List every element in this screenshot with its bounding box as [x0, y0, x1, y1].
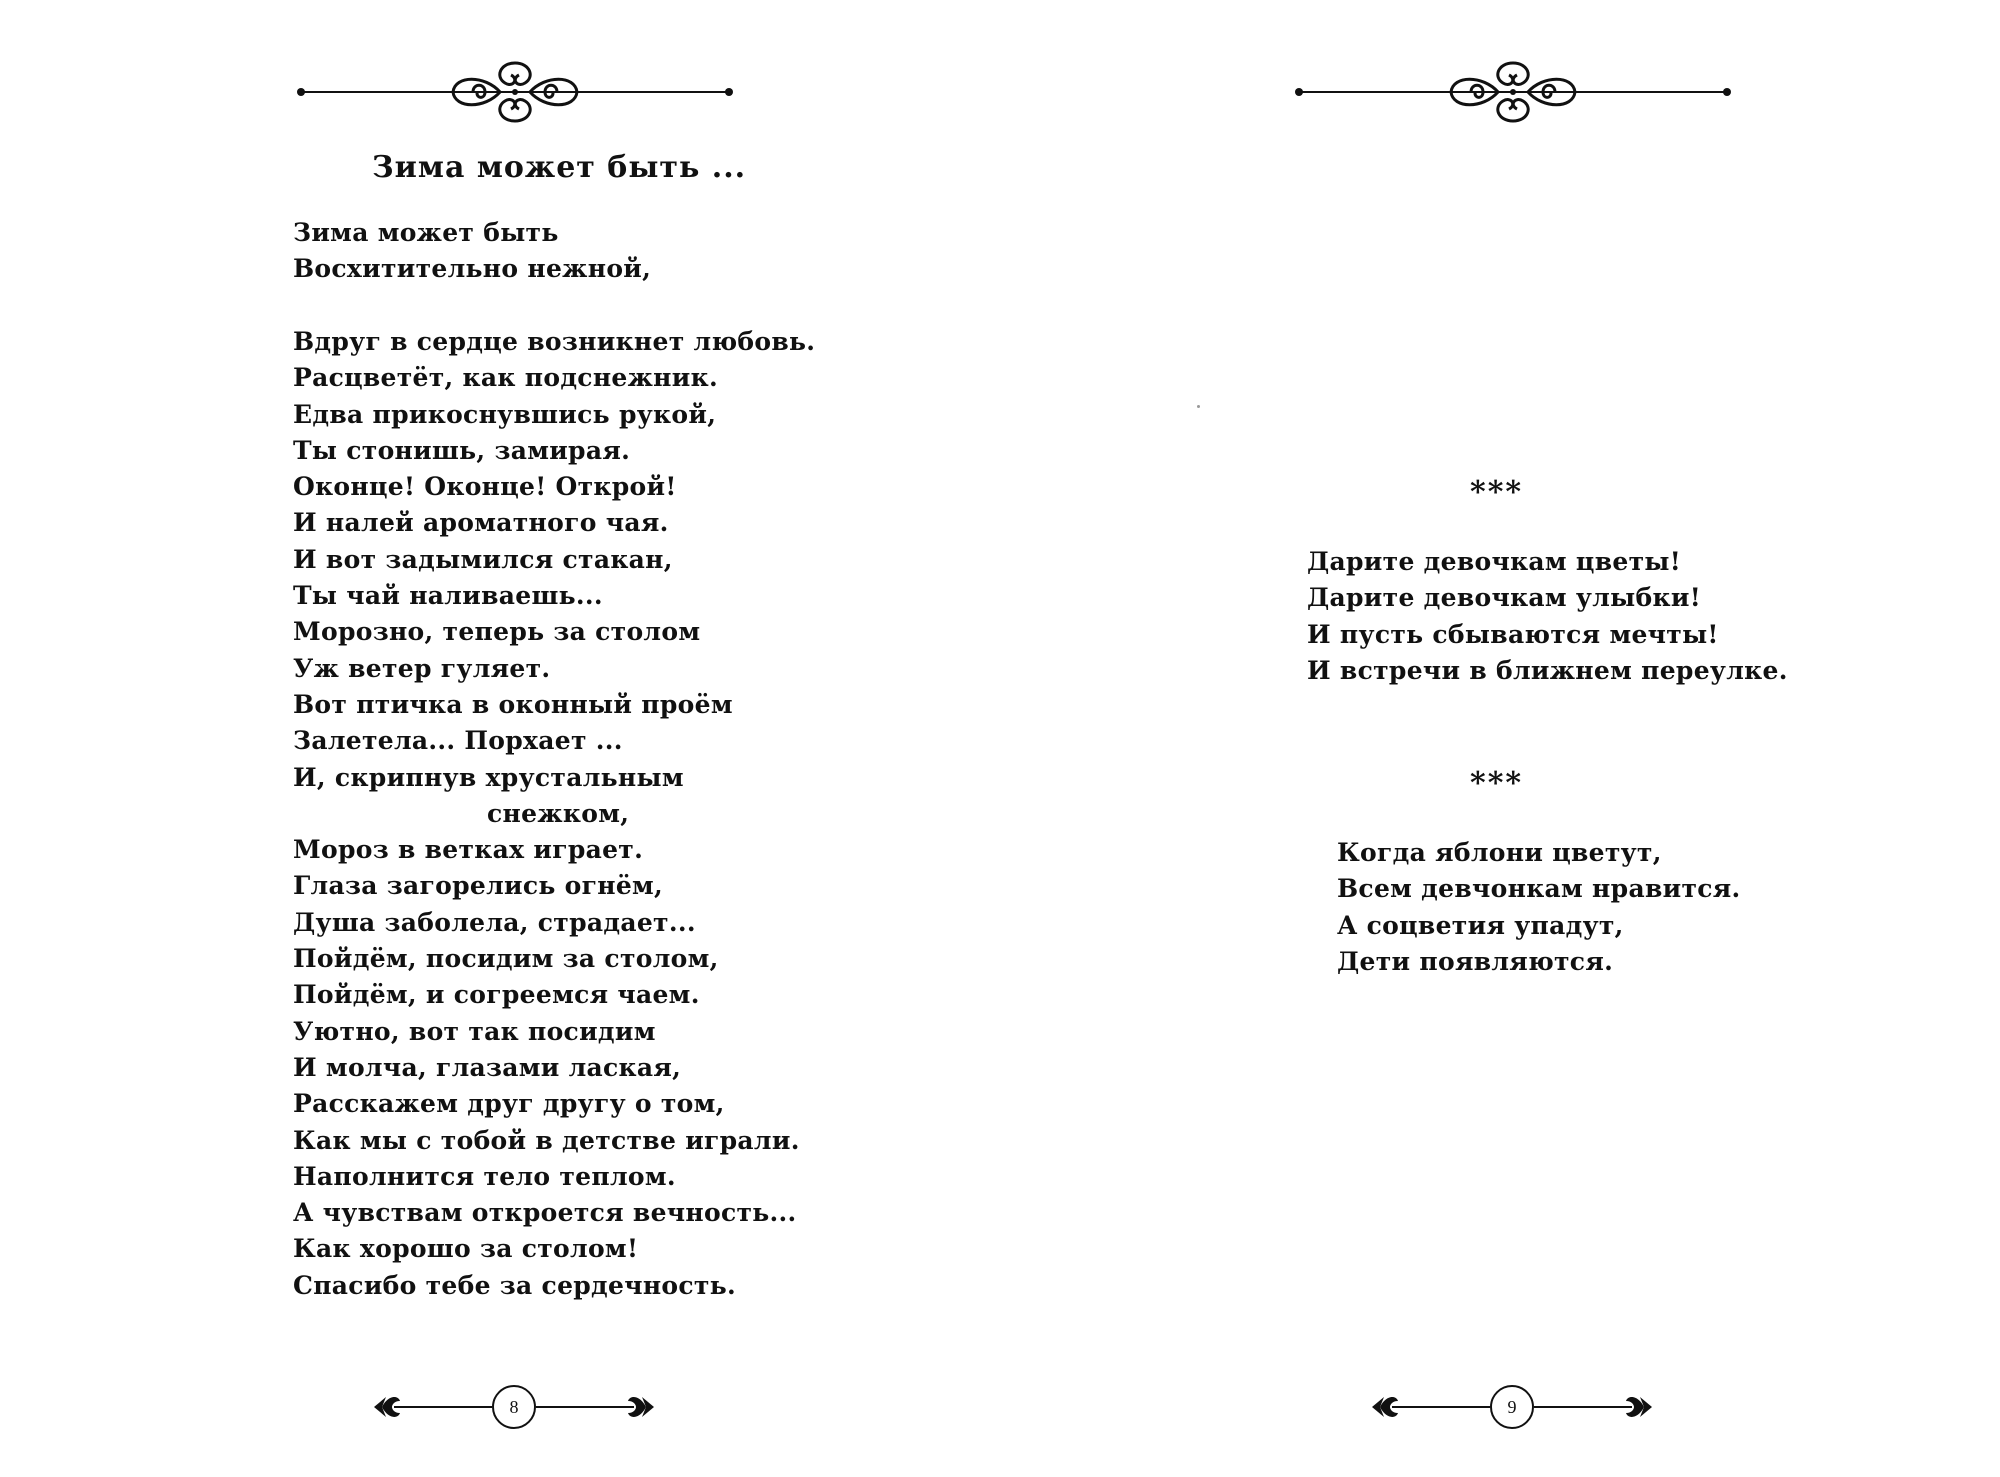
poem-line: Как хорошо за столом! — [293, 1234, 639, 1264]
poem-line: Уютно, вот так посидим — [293, 1016, 656, 1046]
print-speck — [1197, 405, 1200, 408]
poem-line: И налей ароматного чая. — [293, 508, 669, 538]
poem-line: Душа заболела, страдает... — [293, 907, 696, 937]
poem-line: Как мы с тобой в детстве играли. — [293, 1125, 800, 1155]
poem-line: Вот птичка в оконный проём — [293, 689, 733, 719]
poem-title: Зима может быть ... — [372, 150, 747, 185]
poem-line: Мороз в ветках играет. — [293, 835, 644, 865]
poem-line: А соцветия упадут, — [1337, 910, 1624, 940]
poem-line: А чувствам откроется вечность... — [293, 1198, 797, 1228]
page-number-ornament — [364, 1377, 664, 1437]
poem-line: И, скрипнув хрустальным — [293, 762, 684, 792]
poem-1 — [1307, 544, 1788, 689]
poem-line: Дети появляются. — [1337, 946, 1614, 976]
poem-line: Пойдём, и согреемся чаем. — [293, 980, 700, 1010]
poem-line: Уж ветер гуляет. — [293, 653, 551, 683]
right-page — [1000, 0, 2000, 1477]
poem-line: Вдруг в сердце возникнет любовь. — [293, 327, 816, 356]
poem-line: Расскажем друг другу о том, — [293, 1089, 725, 1119]
poem-line: Едва прикоснувшись рукой, — [293, 399, 717, 429]
poem-line: Морозно, теперь за столом — [293, 617, 701, 647]
poem-line: И вот задымился стакан, — [293, 544, 673, 574]
poem-line: Дарите девочкам цветы! — [1307, 547, 1682, 576]
stanza-1 — [293, 215, 651, 288]
poem-line: Глаза загорелись огнём, — [293, 871, 664, 901]
poem-line: Зима может быть — [293, 218, 559, 247]
poem-2 — [1337, 835, 1741, 980]
asterism-separator: *** — [1470, 766, 1524, 801]
top-scroll-ornament-icon — [1293, 55, 1733, 125]
poem-line: Залетела... Порхает ... — [293, 726, 623, 756]
stanza-2 — [293, 324, 815, 1304]
poem-line-continuation: снежком, — [487, 798, 630, 828]
top-scroll-ornament-icon — [295, 55, 735, 125]
poem-line: Ты чай наливаешь... — [293, 581, 603, 611]
page-number-ornament — [1362, 1377, 1662, 1437]
poem-line: Дарите девочкам улыбки! — [1307, 583, 1701, 613]
poem-line: Спасибо тебе за сердечность. — [293, 1270, 736, 1300]
poem-line: Восхитительно нежной, — [293, 254, 652, 284]
poem-line: И пусть сбываются мечты! — [1307, 619, 1719, 649]
poem-line: Расцветёт, как подснежник. — [293, 363, 718, 393]
poem-line: Когда яблони цветут, — [1337, 838, 1662, 867]
page-number: 8 — [509, 1397, 519, 1417]
poem-line: Оконце! Оконце! Открой! — [293, 472, 677, 502]
poem-line: Наполнится тело теплом. — [293, 1161, 676, 1191]
poem-line: Ты стонишь, замирая. — [293, 435, 631, 465]
page-number: 9 — [1507, 1397, 1517, 1417]
poem-line: Всем девчонкам нравится. — [1337, 874, 1741, 904]
poem-line: И молча, глазами лаская, — [293, 1052, 682, 1082]
poem-line: Пойдём, посидим за столом, — [293, 944, 719, 974]
poem-line: И встречи в ближнем переулке. — [1307, 655, 1788, 685]
asterism-separator: *** — [1470, 475, 1524, 510]
